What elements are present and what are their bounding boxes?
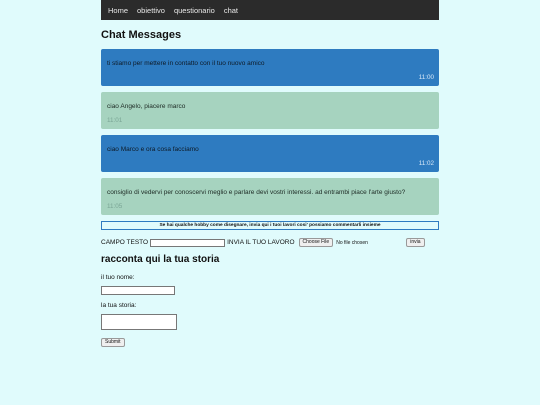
hobby-banner: Se hai qualche hobby come disegnare, invia qui i tuoi lavori cosi' possiamo commentarli insieme bbox=[101, 221, 439, 230]
chat-message bbox=[101, 92, 439, 129]
text-field-label: CAMPO TESTO bbox=[101, 239, 149, 246]
message-text: ti stiamo per mettere in contatto con il tuo nuovo amico bbox=[107, 60, 265, 67]
message-text: ciao Angelo, piacere marco bbox=[107, 103, 186, 110]
nav-questionario-link[interactable]: questionario bbox=[173, 5, 215, 15]
submit-button[interactable]: Submit bbox=[101, 338, 125, 347]
message-text: consiglio di vedervi per conoscervi meglio e parlare devi vostri interessi. ad entrambi piace l'arte giusto? bbox=[107, 189, 406, 196]
file-status: No file chosen bbox=[336, 239, 368, 246]
nav-home-link[interactable]: Home bbox=[108, 5, 129, 15]
message-time: 11:02 bbox=[418, 160, 434, 167]
page-container bbox=[101, 0, 439, 348]
upload-form bbox=[101, 238, 439, 247]
file-field-label: INVIA IL TUO LAVORO bbox=[227, 239, 295, 246]
text-field-input[interactable] bbox=[150, 239, 225, 247]
message-time: 11:01 bbox=[107, 117, 123, 124]
page-title: Chat Messages bbox=[101, 29, 182, 41]
message-time: 11:00 bbox=[418, 74, 434, 81]
nav-chat-link[interactable]: chat bbox=[223, 5, 239, 15]
send-button[interactable]: invia bbox=[406, 238, 424, 247]
message-time: 11:05 bbox=[107, 203, 123, 210]
message-text: ciao Marco e ora cosa facciamo bbox=[107, 146, 199, 153]
choose-file-button[interactable]: Choose File bbox=[299, 238, 334, 247]
chat-message bbox=[101, 49, 439, 86]
chat-message bbox=[101, 178, 439, 215]
nav-obiettivo-link[interactable]: obiettivo bbox=[137, 5, 165, 15]
story-heading: racconta qui la tua storia bbox=[101, 254, 220, 265]
story-label: la tua storia: bbox=[101, 302, 137, 309]
top-navbar bbox=[101, 0, 439, 20]
story-textarea[interactable] bbox=[101, 314, 177, 330]
name-input[interactable] bbox=[101, 286, 175, 295]
chat-message bbox=[101, 135, 439, 172]
name-label: il tuo nome: bbox=[101, 274, 135, 281]
